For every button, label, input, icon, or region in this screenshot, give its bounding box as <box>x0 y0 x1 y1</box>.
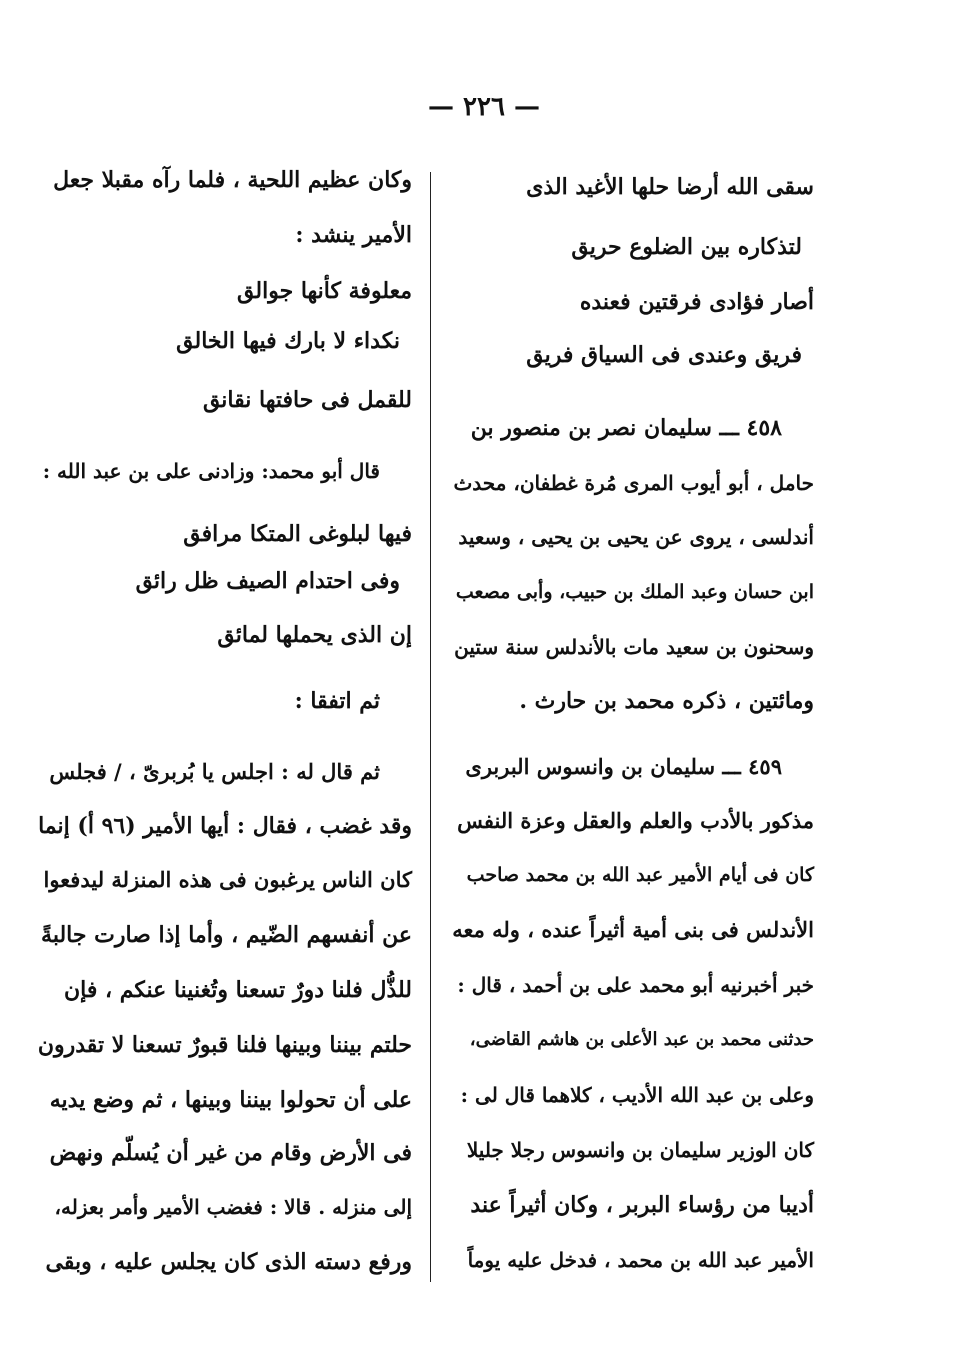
verse-line: أصار فؤادى فرقتين فعنده <box>579 289 814 315</box>
text-line: حلتم بيننا وبينها فلنا قبورٌ تسعنا لا تقدرون <box>37 1032 412 1058</box>
text-line: خبر أخبرنيه أبو محمد على بن أحمد ، قال : <box>457 973 814 997</box>
verse-line: فريق وعندى فى السياق فريق <box>526 342 802 368</box>
text-line: ورفع دسته الذى كان يجلس عليه ، وبقى <box>45 1249 412 1275</box>
text-line: حامل ، أبو أيوب المرى مُرة غطفان، محدث <box>453 471 814 495</box>
text-line: ثم قال له : اجلس يا بُربرىّ ، / فجلس <box>49 759 380 784</box>
verse-line: للقمل فى حافتها نقانق <box>202 387 412 413</box>
verse-line: معلوفة كأنها جوالق <box>237 278 412 304</box>
text-line: حدثنى محمد بن عبد الأعلى بن هاشم القاضى، <box>469 1029 814 1050</box>
verse-line: لتذكاره بين الضلوع حريق <box>571 234 802 260</box>
text-line: وعلى بن عبد الله الأديب ، كلاهما قال لى : <box>460 1083 814 1107</box>
text-line: ابن حسان وعبد الملك بن حبيب، وأبى مصعب <box>455 581 814 603</box>
verse-line: فيها لبلوغى المتكا مرافق <box>183 521 412 547</box>
entry-heading-458: ٤٥٨ ـــ سليمان نصر بن منصور بن <box>470 415 782 441</box>
text-line: الأمير ينشد : <box>295 222 412 248</box>
text-line: أديبا من رؤساء البربر ، وكان أثيراً عند <box>470 1192 814 1218</box>
text-line: فى الأرض وقام من غير أن يُسلّم ونهض <box>49 1140 412 1166</box>
text-line: إلى منزله . قالا : فغضب الأمير وأمر بعزله، <box>54 1195 412 1219</box>
text-line: عن أنفسهم الضّيم ، وأما إذا صارت جالبةً <box>41 922 412 948</box>
verse-line: نكداء لا بارك فيها الخالق <box>176 328 400 354</box>
text-line: كان فى أيام الأمير عبد الله بن محمد صاحب <box>466 864 814 886</box>
text-line: ثم اتفقا : <box>294 688 380 714</box>
column-divider <box>430 172 431 1282</box>
text-line: الأمير عبد الله بن محمد ، فدخل عليه يوماً <box>467 1248 814 1272</box>
text-line: للذُّل فلنا دورٌ تسعنا وتُغنينا عنكم ، فإن <box>63 977 412 1003</box>
text-line: ومائتين ، ذكره محمد بن حارث . <box>519 688 814 714</box>
entry-heading-459: ٤٥٩ ـــ سليمان بن وانسوس البربرى <box>465 754 782 779</box>
verse-line: إن الذى يحملها لمائق <box>217 622 412 648</box>
text-line: وسحنون بن سعيد مات بالأندلس سنة ستين <box>454 635 814 659</box>
page-number: — ٢٢٦ — <box>427 92 541 122</box>
text-line: على أن تحولوا بيننا وبينها ، ثم وضع يديه <box>49 1087 412 1113</box>
text-line: قال أبو محمد: وزادنى على بن عبد الله : <box>42 459 380 483</box>
text-line: الأندلس فى بنى أمية أثيراً عنده ، وله معه <box>452 917 814 942</box>
verse-line: سقى الله أرضا حلها الأغيد الذى <box>526 174 814 200</box>
text-line: وقد غضب ، فقال : أيها الأمير (٩٦ أ) إنما <box>38 813 412 839</box>
text-line: كان الوزير سليمان بن وانسوس رجلا جليلا <box>466 1138 814 1162</box>
text-line: مذكور بالأدب والعلم والعقل وعزة النفس <box>457 808 814 833</box>
text-line: وكان عظيم اللحية ، فلما رآه مقبلا جعل <box>53 167 412 193</box>
text-line: أندلسى ، يروى عن يحيى بن يحيى ، وسعيد <box>458 525 814 549</box>
verse-line: وفى احتدام الصيف ظل رائق <box>135 568 400 594</box>
text-line: كان الناس يرغبون فى هذه المنزلة ليدفعوا <box>43 867 412 892</box>
